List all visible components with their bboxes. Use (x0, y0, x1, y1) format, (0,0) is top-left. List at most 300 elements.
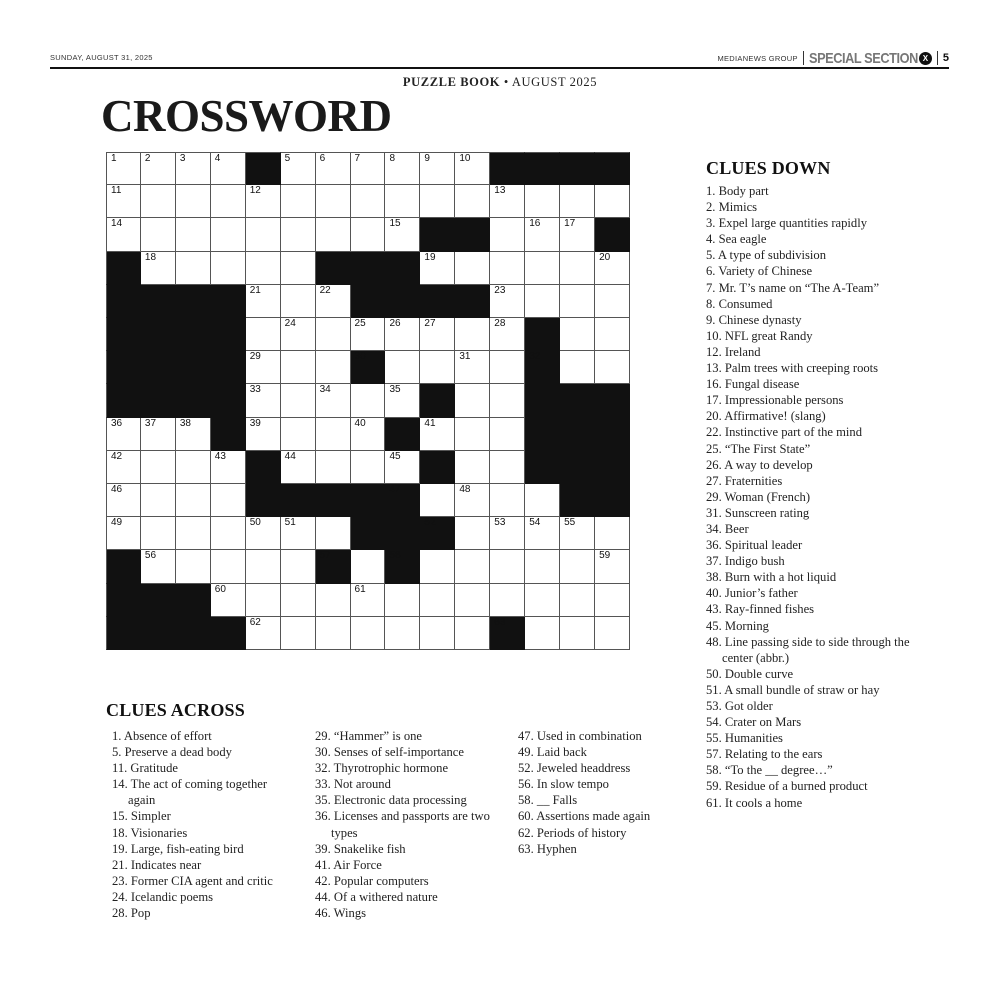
black-square (351, 351, 386, 384)
grid-cell[interactable] (455, 550, 490, 583)
clue-number: 55 (564, 517, 576, 529)
black-square (211, 351, 246, 384)
black-square (560, 384, 595, 417)
grid-cell[interactable] (490, 584, 525, 617)
black-square (595, 384, 630, 417)
clue-number: 21 (249, 284, 261, 296)
clue-number: 27 (424, 318, 436, 329)
grid-cell[interactable] (106, 484, 141, 517)
grid-cell[interactable] (525, 185, 560, 218)
grid-cell[interactable] (281, 617, 316, 650)
grid-cell[interactable] (525, 484, 560, 517)
clue-number: 12 (249, 185, 261, 197)
publisher-name: MEDIANEWS GROUP (717, 53, 798, 63)
clue-number: 58 (389, 550, 401, 562)
grid-cell[interactable] (141, 185, 176, 218)
clue-number: 23 (494, 284, 506, 296)
grid-cell[interactable] (176, 451, 211, 484)
grid-cell[interactable] (141, 451, 176, 484)
grid-cell[interactable] (106, 185, 141, 218)
grid-cell[interactable] (281, 451, 316, 484)
grid-cell[interactable] (455, 252, 490, 285)
down-clue: 50. Double curve (706, 666, 794, 681)
black-square (316, 252, 351, 285)
clue-number: 62 (249, 616, 261, 628)
grid-cell[interactable] (246, 252, 281, 285)
black-square (595, 418, 630, 451)
grid-cell[interactable] (385, 185, 420, 218)
black-square (106, 384, 141, 417)
down-clue: 48. Line passing side to side through the center (abbr.) (706, 634, 910, 665)
clue-number: 13 (494, 185, 506, 197)
clue-number: 30 (354, 351, 366, 363)
black-square (351, 517, 386, 550)
crossword-grid (106, 152, 630, 650)
across-clue: 24. Icelandic poems (112, 889, 214, 904)
clue-number: 45 (389, 450, 401, 462)
grid-cell[interactable] (560, 351, 595, 384)
grid-cell[interactable] (351, 617, 386, 650)
black-square (211, 285, 246, 318)
grid-cell[interactable] (281, 285, 316, 318)
down-clue: 38. Burn with a hot liquid (706, 570, 837, 585)
across-clue: 47. Used in combination (518, 729, 642, 743)
black-square (490, 152, 525, 185)
down-clue: 7. Mr. T’s name on “The A-Team” (706, 280, 880, 295)
down-clue: 10. NFL great Randy (706, 328, 813, 343)
across-clue: 15. Simpler (112, 809, 171, 824)
grid-cell[interactable] (246, 351, 281, 384)
across-clue: 60. Assertions made again (518, 809, 651, 824)
clue-number: 17 (564, 218, 576, 230)
grid-cell[interactable] (595, 185, 630, 218)
grid-cell[interactable] (211, 185, 246, 218)
grid-cell[interactable] (246, 285, 281, 318)
grid-cell[interactable] (560, 285, 595, 318)
grid-cell[interactable] (490, 218, 525, 251)
grid-cell[interactable] (281, 584, 316, 617)
black-square (246, 484, 281, 517)
clue-number: 61 (354, 583, 366, 595)
grid-cell[interactable] (176, 152, 211, 185)
grid-cell[interactable] (420, 152, 455, 185)
grid-cell[interactable] (420, 484, 455, 517)
grid-cell[interactable] (176, 252, 211, 285)
black-square (141, 351, 176, 384)
grid-cell[interactable] (211, 252, 246, 285)
grid-cell[interactable] (455, 451, 490, 484)
clue-number: 34 (319, 384, 331, 396)
black-square (176, 617, 211, 650)
grid-cell[interactable] (560, 318, 595, 351)
grid-cell[interactable] (385, 451, 420, 484)
grid-cell[interactable] (420, 185, 455, 218)
grid-cell[interactable] (246, 584, 281, 617)
grid-cell[interactable] (595, 252, 630, 285)
grid-cell[interactable] (106, 152, 141, 185)
header-rule (50, 67, 949, 69)
grid-cell[interactable] (525, 285, 560, 318)
grid-cell[interactable] (246, 218, 281, 251)
grid-cell[interactable] (595, 584, 630, 617)
grid-cell[interactable] (595, 351, 630, 384)
grid-cell[interactable] (595, 617, 630, 650)
grid-cell[interactable] (141, 252, 176, 285)
across-clue: 14. The act of coming together again (112, 777, 268, 808)
grid-cell[interactable] (211, 484, 246, 517)
puzzle-book-subhead (0, 75, 1000, 90)
grid-cell[interactable] (176, 550, 211, 583)
grid-cell[interactable] (455, 517, 490, 550)
grid-cell[interactable] (106, 517, 141, 550)
subhead-label: PUZZLE BOOK (402, 75, 501, 89)
grid-cell[interactable] (351, 318, 386, 351)
clue-number: 50 (249, 517, 261, 529)
across-clue: 1. Absence of effort (112, 729, 212, 743)
grid-cell[interactable] (595, 550, 630, 583)
grid-cell[interactable] (560, 550, 595, 583)
grid-cell[interactable] (595, 517, 630, 550)
grid-cell[interactable] (316, 384, 351, 417)
issue-date: SUNDAY, AUGUST 31, 2025 (50, 53, 153, 62)
down-clue: 5. A type of subdivision (706, 248, 826, 263)
down-clue: 36. Spiritual leader (706, 538, 803, 553)
black-square (106, 318, 141, 351)
grid-cell[interactable] (316, 451, 351, 484)
subhead-separator: • (500, 75, 512, 89)
grid-cell[interactable] (490, 285, 525, 318)
grid-cell[interactable] (351, 152, 386, 185)
grid-cell[interactable] (176, 185, 211, 218)
down-clue: 13. Palm trees with creeping roots (706, 361, 879, 376)
clue-number: 41 (424, 417, 436, 429)
clue-number: 36 (111, 417, 123, 429)
grid-cell[interactable] (176, 517, 211, 550)
grid-cell[interactable] (141, 484, 176, 517)
grid-cell[interactable] (490, 484, 525, 517)
clue-number: 29 (249, 351, 261, 363)
across-clue: 35. Electronic data processing (315, 793, 467, 808)
grid-cell[interactable] (141, 517, 176, 550)
clue-number: 15 (389, 218, 401, 230)
black-square (106, 584, 141, 617)
across-clue: 62. Periods of history (518, 825, 627, 840)
grid-cell[interactable] (351, 185, 386, 218)
clue-number: 33 (249, 384, 261, 396)
grid-cell[interactable] (455, 318, 490, 351)
clues-down-heading: CLUES DOWN (706, 158, 831, 178)
grid-cell[interactable] (281, 252, 316, 285)
clue-number: 20 (599, 251, 611, 263)
down-clue: 51. A small bundle of straw or hay (706, 682, 880, 697)
black-square (211, 418, 246, 451)
grid-cell[interactable] (560, 617, 595, 650)
grid-cell[interactable] (385, 584, 420, 617)
grid-cell[interactable] (420, 550, 455, 583)
grid-cell[interactable] (420, 584, 455, 617)
clue-number: 25 (354, 318, 366, 329)
black-square (455, 218, 490, 251)
black-square (385, 285, 420, 318)
grid-cell[interactable] (351, 218, 386, 251)
across-clue: 56. In slow tempo (518, 777, 609, 792)
grid-cell[interactable] (316, 152, 351, 185)
black-square (246, 451, 281, 484)
grid-cell[interactable] (316, 617, 351, 650)
black-square (560, 484, 595, 517)
down-clue: 31. Sunscreen rating (706, 505, 810, 520)
grid-cell[interactable] (420, 418, 455, 451)
across-clue: 36. Licenses and passports are two types (315, 809, 490, 840)
grid-cell[interactable] (525, 550, 560, 583)
black-square (385, 418, 420, 451)
grid-cell[interactable] (455, 484, 490, 517)
clue-number: 10 (459, 153, 471, 164)
grid-cell[interactable] (385, 318, 420, 351)
across-clue: 46. Wings (315, 906, 367, 921)
section-badge-icon: X (919, 52, 932, 65)
grid-cell[interactable] (560, 252, 595, 285)
grid-cell[interactable] (455, 584, 490, 617)
down-clue: 4. Sea eagle (706, 232, 767, 247)
down-clue: 34. Beer (706, 521, 749, 536)
black-square (560, 152, 595, 185)
clue-number: 37 (144, 417, 157, 429)
grid-cell[interactable] (525, 584, 560, 617)
black-square (351, 285, 386, 318)
grid-cell[interactable] (525, 218, 560, 251)
grid-cell[interactable] (490, 252, 525, 285)
grid-cell[interactable] (246, 550, 281, 583)
grid-cell[interactable] (420, 351, 455, 384)
black-square (595, 451, 630, 484)
across-clue: 63. Hyphen (518, 841, 577, 856)
grid-cell[interactable] (455, 152, 490, 185)
grid-cell[interactable] (316, 185, 351, 218)
clue-number: 53 (494, 517, 506, 529)
grid-cell[interactable] (281, 384, 316, 417)
grid-cell[interactable] (385, 351, 420, 384)
black-square (420, 451, 455, 484)
grid-cell[interactable] (525, 517, 560, 550)
grid-cell[interactable] (490, 384, 525, 417)
grid-cell[interactable] (420, 617, 455, 650)
grid-cell[interactable] (455, 351, 490, 384)
clue-number: 14 (111, 218, 123, 230)
grid-cell[interactable] (316, 285, 351, 318)
grid-cell[interactable] (385, 218, 420, 251)
clue-number: 51 (284, 517, 296, 529)
grid-cell[interactable] (106, 418, 141, 451)
grid-cell[interactable] (211, 584, 246, 617)
grid-cell[interactable] (281, 318, 316, 351)
across-clue: 18. Visionaries (112, 825, 188, 840)
grid-cell[interactable] (281, 351, 316, 384)
grid-cell[interactable] (351, 550, 386, 583)
grid-cell[interactable] (525, 252, 560, 285)
grid-cell[interactable] (211, 451, 246, 484)
down-clue: 12. Ireland (706, 344, 761, 359)
clue-number: 9 (424, 153, 430, 164)
grid-cell[interactable] (490, 185, 525, 218)
down-clue: 59. Residue of a burned product (706, 779, 868, 794)
down-clue: 26. A way to develop (706, 457, 813, 472)
black-square (281, 484, 316, 517)
grid-cell[interactable] (141, 152, 176, 185)
page-title: CROSSWORD (101, 91, 392, 141)
across-clue: 39. Snakelike fish (315, 841, 406, 856)
down-clue: 16. Fungal disease (706, 377, 800, 392)
grid-cell[interactable] (246, 517, 281, 550)
black-square (106, 285, 141, 318)
black-square (525, 318, 560, 351)
across-clue: 58. __ Falls (518, 793, 578, 808)
black-square (141, 285, 176, 318)
across-clue: 28. Pop (112, 906, 151, 921)
grid-cell[interactable] (316, 318, 351, 351)
grid-cell[interactable] (351, 451, 386, 484)
grid-cell[interactable] (246, 384, 281, 417)
clue-number: 7 (354, 153, 361, 164)
grid-cell[interactable] (316, 218, 351, 251)
across-clue: 19. Large, fish-eating bird (112, 841, 244, 856)
grid-cell[interactable] (595, 285, 630, 318)
clues-down-column (706, 183, 921, 811)
black-square (141, 584, 176, 617)
grid-cell[interactable] (176, 218, 211, 251)
grid-cell[interactable] (490, 318, 525, 351)
grid-cell[interactable] (560, 218, 595, 251)
grid-cell[interactable] (106, 218, 141, 251)
grid-cell[interactable] (211, 517, 246, 550)
grid-cell[interactable] (281, 152, 316, 185)
across-clue: 49. Laid back (518, 745, 587, 760)
clue-number: 56 (144, 550, 157, 562)
black-square (385, 550, 420, 583)
grid-cell[interactable] (420, 252, 455, 285)
grid-cell[interactable] (351, 384, 386, 417)
down-clue: 6. Variety of Chinese (706, 264, 813, 279)
black-square (455, 285, 490, 318)
grid-cell[interactable] (246, 617, 281, 650)
grid-cell[interactable] (560, 517, 595, 550)
clue-number: 11 (111, 185, 122, 197)
clue-number: 54 (529, 517, 541, 529)
header-divider (937, 51, 938, 65)
black-square (106, 351, 141, 384)
black-square (176, 384, 211, 417)
clue-number: 18 (144, 251, 157, 263)
grid-cell[interactable] (595, 318, 630, 351)
black-square (525, 418, 560, 451)
grid-cell[interactable] (316, 418, 351, 451)
black-square (525, 351, 560, 384)
grid-cell[interactable] (246, 185, 281, 218)
grid-cell[interactable] (281, 218, 316, 251)
grid-cell[interactable] (351, 584, 386, 617)
clue-number: 38 (179, 417, 191, 429)
grid-cell[interactable] (490, 550, 525, 583)
grid-cell[interactable] (106, 451, 141, 484)
clue-number: 39 (249, 417, 261, 429)
grid-cell[interactable] (246, 318, 281, 351)
grid-cell[interactable] (176, 484, 211, 517)
down-clue: 17. Impressionable persons (706, 393, 844, 408)
grid-cell[interactable] (211, 218, 246, 251)
grid-cell[interactable] (420, 318, 455, 351)
grid-cell[interactable] (316, 584, 351, 617)
clue-number: 35 (389, 384, 401, 396)
grid-cell[interactable] (455, 418, 490, 451)
clue-number: 46 (111, 484, 123, 495)
across-clue: 52. Jeweled headdress (518, 761, 631, 776)
clue-number: 31 (459, 351, 471, 363)
grid-cell[interactable] (490, 517, 525, 550)
black-square (385, 252, 420, 285)
grid-cell[interactable] (385, 384, 420, 417)
black-square (351, 252, 386, 285)
grid-cell[interactable] (455, 185, 490, 218)
grid-cell[interactable] (455, 617, 490, 650)
grid-cell[interactable] (455, 384, 490, 417)
clue-number: 32 (529, 351, 541, 363)
clue-number: 42 (111, 450, 123, 462)
grid-cell[interactable] (211, 550, 246, 583)
grid-cell[interactable] (211, 152, 246, 185)
grid-cell[interactable] (141, 550, 176, 583)
grid-cell[interactable] (385, 617, 420, 650)
grid-cell[interactable] (281, 550, 316, 583)
black-square (525, 384, 560, 417)
down-clue: 3. Expel large quantities rapidly (706, 216, 867, 231)
grid-cell[interactable] (560, 185, 595, 218)
section-title: SPECIAL SECTION (808, 49, 918, 67)
grid-cell[interactable] (281, 185, 316, 218)
grid-cell[interactable] (525, 617, 560, 650)
black-square (211, 384, 246, 417)
grid-cell[interactable] (385, 152, 420, 185)
subhead-date: AUGUST 2025 (511, 75, 598, 89)
clue-number: 63 (494, 616, 506, 628)
grid-cell[interactable] (316, 351, 351, 384)
black-square (525, 152, 560, 185)
across-clue: 42. Popular computers (315, 873, 429, 888)
grid-cell[interactable] (141, 218, 176, 251)
black-square (211, 318, 246, 351)
across-clue: 33. Not around (315, 777, 391, 792)
across-clue: 23. Former CIA agent and critic (112, 873, 273, 888)
black-square (420, 285, 455, 318)
grid-cell[interactable] (490, 451, 525, 484)
black-square (246, 152, 281, 185)
grid-cell[interactable] (351, 418, 386, 451)
grid-cell[interactable] (246, 418, 281, 451)
grid-cell[interactable] (281, 418, 316, 451)
down-clue: 61. It cools a home (706, 795, 803, 810)
grid-cell[interactable] (141, 418, 176, 451)
grid-cell[interactable] (281, 517, 316, 550)
grid-cell[interactable] (490, 418, 525, 451)
clue-number: 6 (319, 153, 326, 164)
grid-cell[interactable] (176, 418, 211, 451)
down-clue: 37. Indigo bush (706, 554, 785, 569)
grid-cell[interactable] (560, 584, 595, 617)
grid-cell[interactable] (316, 517, 351, 550)
down-clue: 25. “The First State” (706, 441, 811, 456)
down-clue: 20. Affirmative! (slang) (706, 409, 826, 424)
down-clue: 58. “To the __ degree…” (706, 763, 833, 778)
grid-cell[interactable] (490, 351, 525, 384)
